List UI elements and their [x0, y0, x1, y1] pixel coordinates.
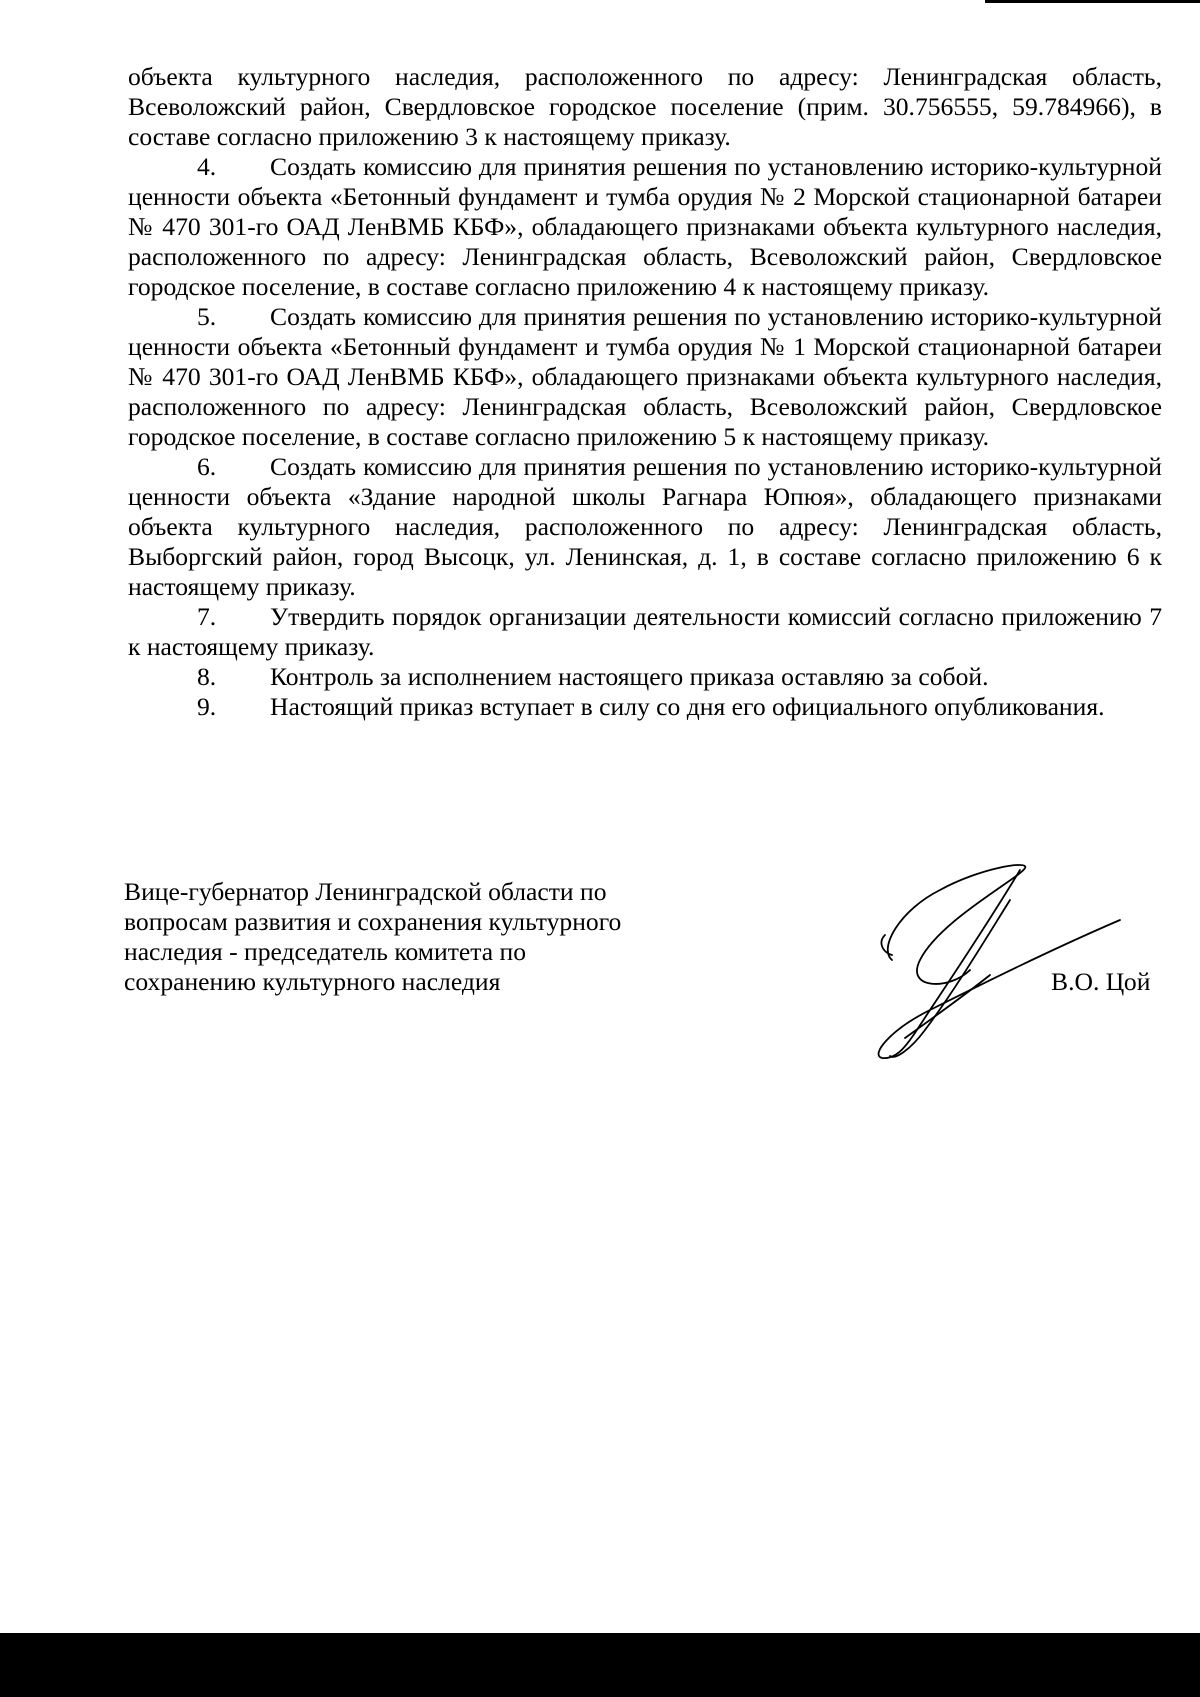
position-line: вопросам развития и сохранения культурного — [124, 907, 622, 936]
item-number: 5. — [197, 302, 217, 331]
item-text: Настоящий приказ вступает в силу со дня его официального опубликования. — [270, 692, 1105, 721]
list-item — [128, 692, 1162, 722]
position-line: наследия - председатель комитета по — [124, 937, 526, 966]
item-text: Создать комиссию для принятия решения по установлению историко-культурной ценности объекта «Здание народной школы Рагнара Юпюя», обладающего признаками объекта культурного наследия, расположенного по адресу: Ленинградская область, Выборгский район, город Высоцк, ул. Ленинская, д. 1, в составе согласно приложению 6 к настоящему приказу. — [128, 452, 1162, 601]
document-body — [128, 62, 1162, 722]
list-item — [128, 602, 1162, 662]
item-number: 9. — [197, 692, 217, 721]
list-item — [128, 662, 1162, 692]
item-text: Создать комиссию для принятия решения по установлению историко-культурной ценности объекта «Бетонный фундамент и тумба орудия № 2 Морской стационарной батареи № 470 301-го ОАД ЛенВМБ КБФ», обладающего признаками объекта культурного наследия, расположенного по адресу: Ленинградская область, Всеволожский район, Свердловское городское поселение, в составе согласно приложению 4 к настоящему приказу. — [128, 152, 1162, 301]
signatory-position — [124, 877, 621, 997]
scan-edge-top — [985, 0, 1200, 3]
item-number: 6. — [197, 452, 217, 481]
handwritten-signature-icon — [870, 860, 1130, 1070]
item-text: Создать комиссию для принятия решения по установлению историко-культурной ценности объекта «Бетонный фундамент и тумба орудия № 1 Морской стационарной батареи № 470 301-го ОАД ЛенВМБ КБФ», обладающего признаками объекта культурного наследия, расположенного по адресу: Ленинградская область, Всеволожский район, Свердловское городское поселение, в составе согласно приложению 5 к настоящему приказу. — [128, 302, 1162, 451]
item-number: 8. — [197, 662, 217, 691]
list-item — [128, 302, 1162, 452]
signer-name: В.О. Цой — [1051, 967, 1151, 996]
item-text: Контроль за исполнением настоящего приказа оставляю за собой. — [270, 662, 989, 691]
position-line: сохранению культурного наследия — [124, 967, 501, 996]
intro-paragraph: объекта культурного наследия, расположенного по адресу: Ленинградская область, Всеволожский район, Свердловское городское поселение (прим. 30.756555, 59.784966), в составе согласно приложению 3 к настоящему приказу. — [128, 62, 1162, 151]
item-text: Утвердить порядок организации деятельности комиссий согласно приложению 7 к настоящему приказу. — [128, 602, 1162, 661]
item-number: 4. — [197, 152, 217, 181]
list-item — [128, 152, 1162, 302]
item-number: 7. — [197, 602, 217, 631]
position-line: Вице-губернатор Ленинградской области по — [124, 877, 607, 906]
scan-edge-bottom — [0, 1633, 1200, 1697]
list-item — [128, 452, 1162, 602]
